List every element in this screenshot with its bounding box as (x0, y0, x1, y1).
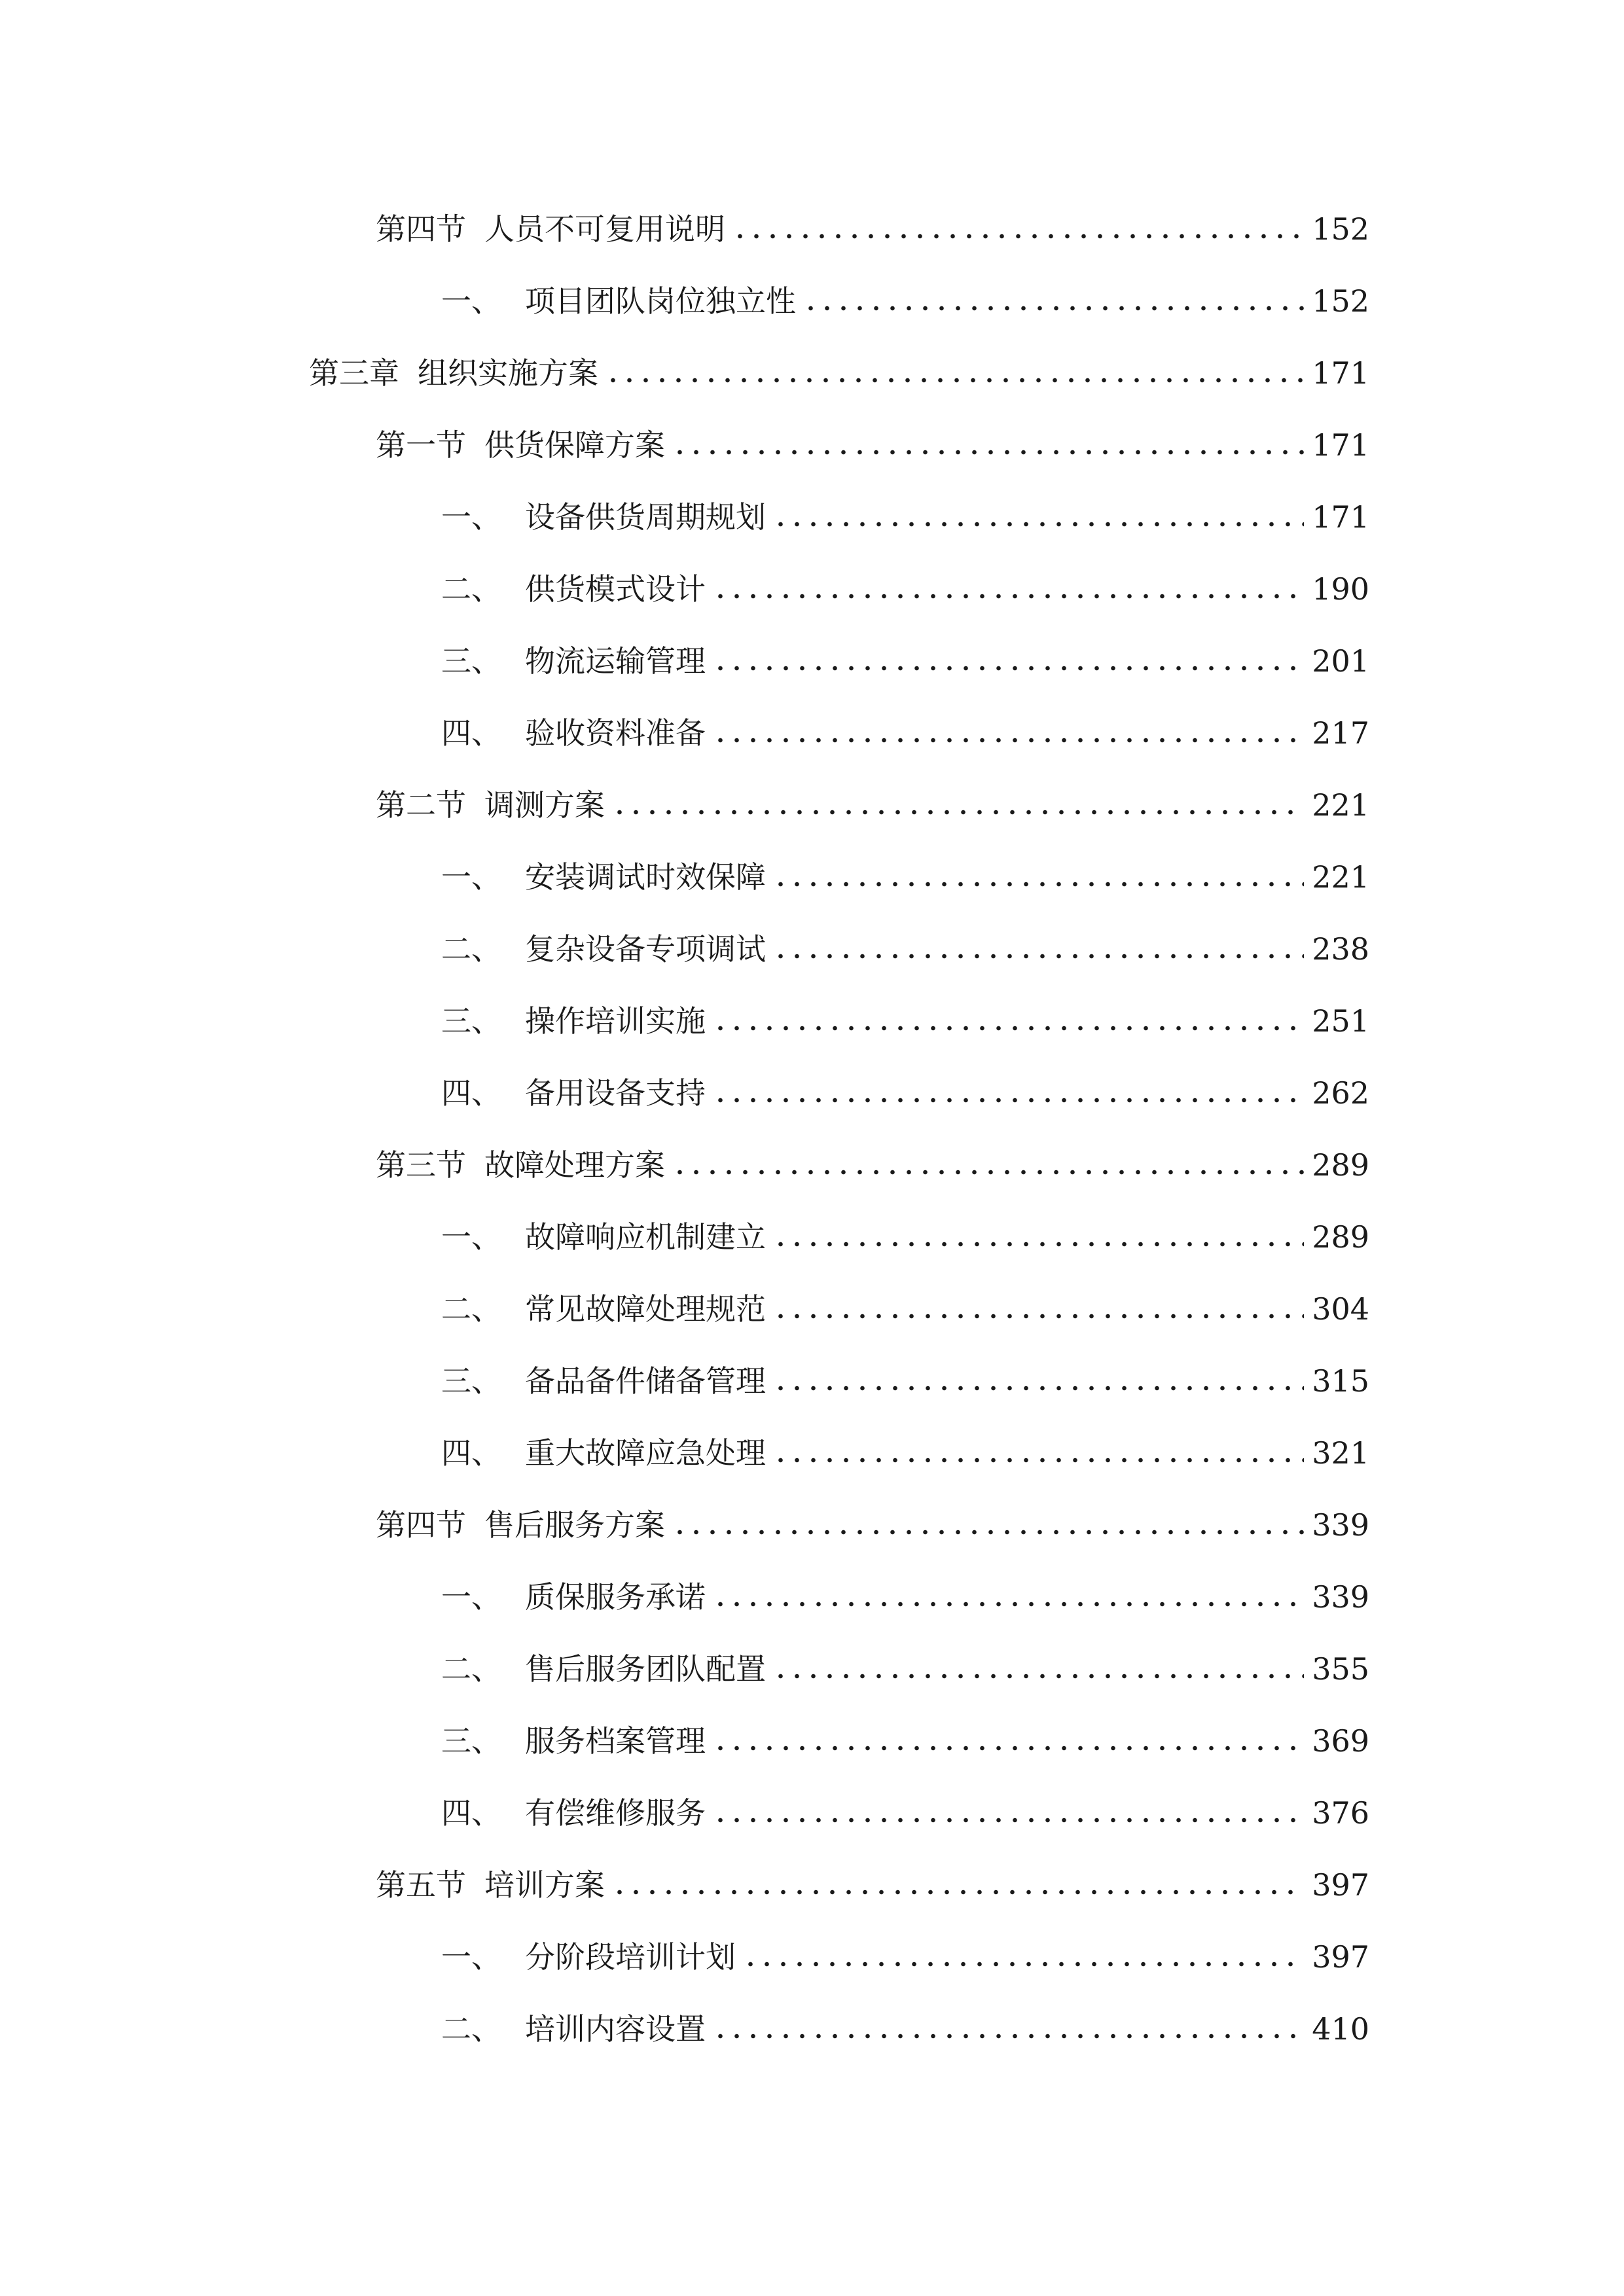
toc-entry[interactable] (441, 1060, 1369, 1113)
toc-entry-page-number: 171 (1312, 499, 1369, 535)
toc-entry[interactable] (376, 1852, 1369, 1905)
toc-entry-title: 售后服务团队配置 (525, 1651, 766, 1687)
toc-entry-number: 二、 (441, 2011, 501, 2047)
toc-entry-number: 三、 (441, 1363, 501, 1399)
toc-entry[interactable] (376, 412, 1369, 465)
toc-entry-number: 第四节 (376, 1507, 466, 1543)
toc-entry-page-number: 217 (1312, 715, 1369, 751)
toc-dot-leader (742, 1961, 1304, 1967)
toc-dot-leader (611, 1889, 1304, 1895)
toc-entry-title: 复杂设备专项调试 (525, 931, 766, 967)
toc-entry-title: 质保服务承诺 (525, 1579, 706, 1615)
toc-entry[interactable] (441, 916, 1369, 969)
toc-entry-title: 故障处理方案 (484, 1147, 665, 1183)
toc-entry-title: 操作培训实施 (525, 1003, 706, 1039)
toc-entry-number: 一、 (441, 499, 501, 535)
toc-entry-title: 验收资料准备 (525, 715, 706, 751)
toc-entry-title: 物流运输管理 (525, 643, 706, 679)
toc-entry-page-number: 397 (1312, 1939, 1369, 1975)
toc-entry[interactable] (441, 1348, 1369, 1401)
toc-entry-page-number: 262 (1312, 1075, 1369, 1111)
toc-entry-page-number: 315 (1312, 1363, 1369, 1399)
toc-entry-page-number: 369 (1312, 1723, 1369, 1759)
toc-dot-leader (712, 665, 1304, 672)
toc-dot-leader (772, 881, 1304, 888)
toc-entry-page-number: 201 (1312, 643, 1369, 679)
toc-entry[interactable] (376, 1132, 1369, 1185)
toc-entry[interactable] (441, 628, 1369, 681)
toc-entry-page-number: 190 (1312, 571, 1369, 607)
toc-entry-number: 四、 (441, 1435, 501, 1471)
toc-entry-title: 供货模式设计 (525, 571, 706, 607)
toc-entry-number: 三、 (441, 1723, 501, 1759)
toc-entry[interactable] (441, 988, 1369, 1041)
toc-entry-number: 一、 (441, 1219, 501, 1255)
toc-entry-number: 三、 (441, 1003, 501, 1039)
toc-entry-title: 售后服务方案 (484, 1507, 665, 1543)
toc-entry[interactable] (441, 268, 1369, 321)
toc-entry[interactable] (441, 1564, 1369, 1617)
toc-entry-number: 一、 (441, 859, 501, 895)
toc-entry-number: 第二节 (376, 787, 466, 823)
toc-entry-title: 分阶段培训计划 (525, 1939, 736, 1975)
toc-entry-number: 四、 (441, 715, 501, 751)
toc-dot-leader (772, 1457, 1304, 1463)
toc-dot-leader (772, 1241, 1304, 1247)
toc-entry-number: 一、 (441, 1939, 501, 1975)
toc-dot-leader (772, 953, 1304, 960)
toc-entry[interactable] (441, 1708, 1369, 1761)
toc-entry-page-number: 355 (1312, 1651, 1369, 1687)
toc-entry-title: 服务档案管理 (525, 1723, 706, 1759)
toc-entry[interactable] (441, 556, 1369, 609)
toc-entry-number: 一、 (441, 283, 501, 319)
toc-entry[interactable] (376, 1492, 1369, 1545)
toc-dot-leader (712, 2033, 1304, 2039)
toc-entry-page-number: 238 (1312, 931, 1369, 967)
toc-entry-page-number: 321 (1312, 1435, 1369, 1471)
toc-entry-title: 项目团队岗位独立性 (525, 283, 796, 319)
toc-entry-number: 三、 (441, 643, 501, 679)
toc-dot-leader (712, 1601, 1304, 1607)
toc-entry-page-number: 397 (1312, 1867, 1369, 1903)
toc-entry-number: 四、 (441, 1795, 501, 1831)
toc-entry-title: 人员不可复用说明 (484, 211, 725, 247)
toc-entry-number: 第五节 (376, 1867, 466, 1903)
toc-entry-page-number: 152 (1312, 211, 1369, 247)
toc-entry-title: 有偿维修服务 (525, 1795, 706, 1831)
toc-entry[interactable] (441, 1924, 1369, 1977)
toc-entry[interactable] (441, 844, 1369, 897)
toc-dot-leader (672, 1529, 1304, 1535)
toc-entry-number: 二、 (441, 571, 501, 607)
toc-entry-title: 设备供货周期规划 (525, 499, 766, 535)
toc-entry[interactable] (441, 484, 1369, 537)
toc-dot-leader (772, 521, 1304, 528)
toc-entry-title: 故障响应机制建立 (525, 1219, 766, 1255)
toc-dot-leader (772, 1673, 1304, 1679)
toc-entry-number: 四、 (441, 1075, 501, 1111)
toc-entry[interactable] (441, 1204, 1369, 1257)
toc-entry-number: 第四节 (376, 211, 466, 247)
toc-entry[interactable] (441, 1780, 1369, 1833)
toc-entry[interactable] (376, 196, 1369, 249)
toc-entry-title: 常见故障处理规范 (525, 1291, 766, 1327)
toc-dot-leader (672, 1169, 1304, 1175)
toc-entry-page-number: 152 (1312, 283, 1369, 319)
toc-entry-number: 二、 (441, 1651, 501, 1687)
toc-entry-page-number: 376 (1312, 1795, 1369, 1831)
toc-entry-number: 第三节 (376, 1147, 466, 1183)
toc-entry-number: 第三章 (309, 355, 399, 391)
toc-entry-title: 组织实施方案 (418, 355, 598, 391)
toc-entry[interactable] (441, 1420, 1369, 1473)
toc-dot-leader (672, 449, 1304, 456)
toc-entry-title: 培训内容设置 (525, 2011, 706, 2047)
toc-entry-title: 备品备件储备管理 (525, 1363, 766, 1399)
toc-dot-leader (712, 593, 1304, 600)
toc-dot-leader (712, 1025, 1304, 1031)
toc-entry-page-number: 410 (1312, 2011, 1369, 2047)
toc-entry[interactable] (441, 700, 1369, 753)
toc-entry-number: 第一节 (376, 427, 466, 463)
toc-entry-number: 二、 (441, 1291, 501, 1327)
toc-entry-page-number: 289 (1312, 1219, 1369, 1255)
toc-entry-page-number: 304 (1312, 1291, 1369, 1327)
toc-dot-leader (732, 233, 1304, 240)
toc-dot-leader (712, 737, 1304, 744)
toc-dot-leader (803, 305, 1304, 312)
toc-entry-number: 一、 (441, 1579, 501, 1615)
toc-entry-title: 培训方案 (484, 1867, 605, 1903)
toc-entry-title: 调测方案 (484, 787, 605, 823)
toc-entry-page-number: 339 (1312, 1507, 1369, 1543)
toc-dot-leader (772, 1385, 1304, 1391)
toc-entry[interactable] (376, 772, 1369, 825)
toc-entry-number: 二、 (441, 931, 501, 967)
toc-entry-page-number: 289 (1312, 1147, 1369, 1183)
toc-entry[interactable] (441, 1276, 1369, 1329)
toc-entry-page-number: 339 (1312, 1579, 1369, 1615)
toc-dot-leader (605, 377, 1304, 384)
toc-entry[interactable] (309, 340, 1369, 393)
toc-entry-page-number: 171 (1312, 427, 1369, 463)
toc-entry[interactable] (441, 1996, 1369, 2049)
toc-entry-title: 安装调试时效保障 (525, 859, 766, 895)
toc-dot-leader (712, 1097, 1304, 1103)
toc-entry-page-number: 221 (1312, 859, 1369, 895)
toc-entry-page-number: 221 (1312, 787, 1369, 823)
toc-entry-title: 备用设备支持 (525, 1075, 706, 1111)
toc-dot-leader (611, 809, 1304, 816)
toc-entry-title: 供货保障方案 (484, 427, 665, 463)
toc-entry-title: 重大故障应急处理 (525, 1435, 766, 1471)
toc-dot-leader (712, 1745, 1304, 1751)
toc-dot-leader (772, 1313, 1304, 1319)
toc-entry-page-number: 251 (1312, 1003, 1369, 1039)
toc-entry[interactable] (441, 1636, 1369, 1689)
toc-dot-leader (712, 1817, 1304, 1823)
toc-entry-page-number: 171 (1312, 355, 1369, 391)
